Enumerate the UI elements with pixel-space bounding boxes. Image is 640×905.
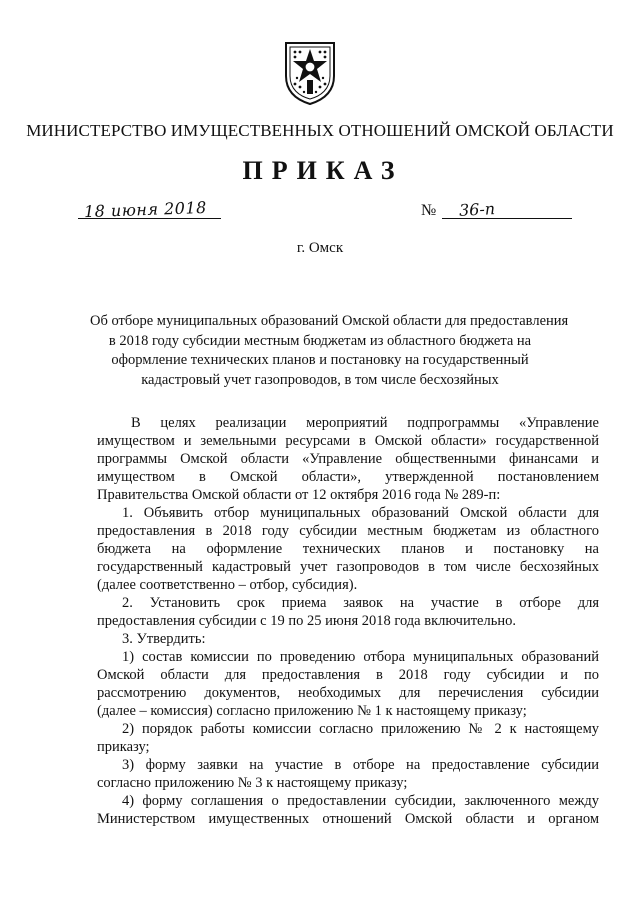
order-body xyxy=(97,414,599,828)
body-line: предоставления субсидии с 19 по 25 июня 2018 года включительно. xyxy=(97,613,516,629)
subject-line: в 2018 году субсидии местным бюджетам из областного бюджета на xyxy=(108,332,532,349)
body-line: В целях реализации мероприятий подпрограммы «Управление xyxy=(131,415,599,431)
body-line: бюджета на оформление технических планов и постановку на xyxy=(97,541,599,557)
subject-line: кадастровый учет газопроводов, в том числе бесхозяйных xyxy=(141,371,499,388)
body-line: имуществом в Омской области», утвержденной постановлением xyxy=(97,469,599,485)
body-line: предоставления в 2018 году субсидии местным бюджетам из областного xyxy=(97,523,599,539)
body-line: государственный кадастровый учет газопроводов в том числе бесхозяйных xyxy=(97,559,599,575)
subject-line: Об отборе муниципальных образований Омской области для предоставления xyxy=(90,313,569,329)
handwritten-number: 36-п xyxy=(458,199,496,220)
subject-line: оформление технических планов и постановку на государственный xyxy=(111,352,529,368)
handwritten-date: 18 июня 2018 xyxy=(83,197,208,222)
body-line: 1. Объявить отбор муниципальных образований Омской области для xyxy=(122,505,599,521)
city-name: г. Омск xyxy=(296,240,344,256)
number-underline xyxy=(442,218,572,219)
ministry-name: МИНИСТЕРСТВО ИМУЩЕСТВЕННЫХ ОТНОШЕНИЙ ОМСКОЙ ОБЛАСТИ xyxy=(26,121,614,140)
body-line: согласно приложению № 3 к настоящему приказу; xyxy=(97,775,408,791)
body-line: 3. Утвердить: xyxy=(122,631,206,647)
body-line: (далее соответственно – отбор, субсидия). xyxy=(97,577,358,593)
body-line: имуществом и земельными ресурсами в Омской области» государственной xyxy=(97,433,599,449)
body-line: 4) форму соглашения о предоставлении субсидии, заключенного между xyxy=(122,793,599,809)
body-line: 3) форму заявки на участие в отборе на предоставление субсидии xyxy=(122,757,599,773)
body-line: 2) порядок работы комиссии согласно приложению № 2 к настоящему xyxy=(122,721,599,737)
body-line: 2. Установить срок приема заявок на участие в отборе для xyxy=(122,595,599,611)
body-line: Омской области для предоставления в 2018 году субсидии и по xyxy=(97,667,599,683)
body-line: Правительства Омской области от 12 октября 2016 года № 289-п: xyxy=(97,487,501,503)
number-label: № xyxy=(421,202,437,219)
body-line: (далее – комиссия) согласно приложению № 1 к настоящему приказу; xyxy=(97,703,527,719)
order-subject xyxy=(90,312,569,390)
body-line: Министерством имущественных отношений Омской области и органом xyxy=(97,811,599,827)
coat-of-arms-emblem xyxy=(283,40,337,106)
body-line: приказу; xyxy=(97,739,150,755)
document-title: ПРИКАЗ xyxy=(242,156,404,185)
date-underline xyxy=(78,218,221,219)
body-line: программы Омской области «Управление общественными финансами и xyxy=(97,451,599,467)
body-line: 1) состав комиссии по проведению отбора муниципальных образований xyxy=(122,649,599,665)
body-line: рассмотрению документов, необходимых для перечисления субсидии xyxy=(97,685,599,701)
